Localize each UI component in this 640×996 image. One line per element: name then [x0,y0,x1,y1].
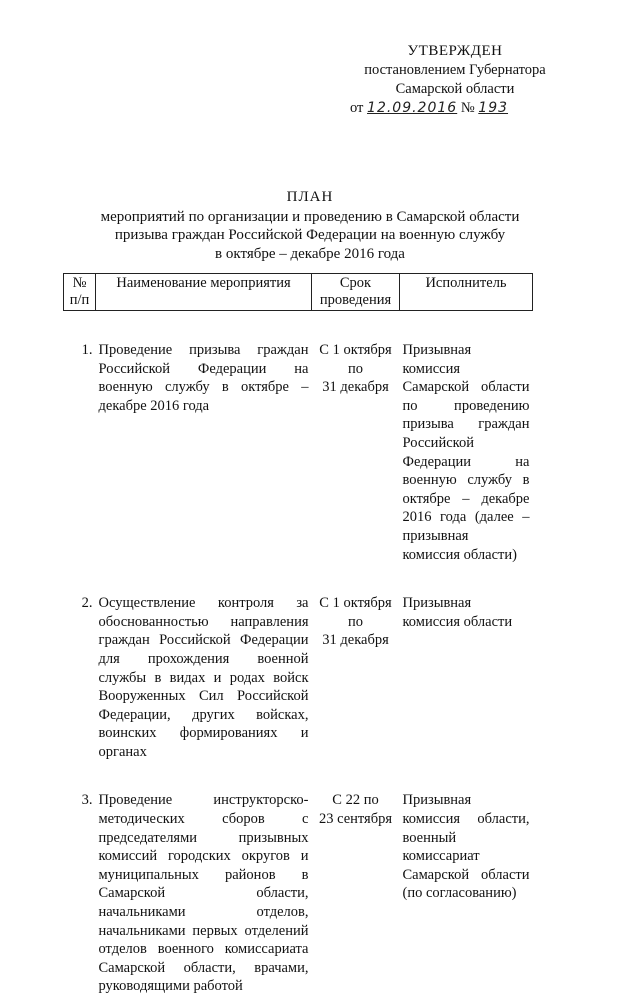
row-num: 2. [81,595,93,612]
plan-heading: ПЛАН [286,189,334,205]
row-name: Проведение призыва граждан Российской Федерации на военную службу в октябре – декабре 2016 года [98,342,309,414]
row-executor: Призывная комиссия области [402,595,513,630]
row-executor: Призывная комиссия области, военный комиссариат Самарской области (по согласованию) [402,792,530,902]
table-header-row [64,274,533,311]
row-name: Осуществление контроля за обоснованностью направления граждан Российской Федерации для прохождения военной службы в видах и родах войск Вооруженных Сил Российской Федерации, других войсках, воинских формированиях и органах [98,595,309,760]
row-term: С 1 октября по 31 декабря [319,595,392,649]
plan-subtitle-1: мероприятий по организации и проведению в Самарской области [100,208,520,225]
table-row [64,341,533,564]
row-executor: Призывная комиссия Самарской области по проведению призыва граждан Российской Федерации на военную службу в октябре – декабре 2016 года (далее – призывная комиссия области) [402,342,530,563]
row-term: С 22 по 23 сентября [318,792,393,828]
from-label: от [350,100,364,116]
row-name: Проведение инструкторско-методических сборов с председателями призывных комиссий городских округов и муниципальных районов в Самарской области, начальниками отделов, начальниками первых отделений отделов военного комиссариата Самарской области, врачами, руководящими работой [98,792,309,995]
plan-title [60,188,560,263]
approval-line-1: постановлением Губернатора [364,62,546,78]
plan-subtitle-3: в октябре – декабре 2016 года [215,245,405,262]
approval-date: 12.09.2016 [367,100,458,116]
table-row [64,594,533,761]
approval-stamp [350,42,555,118]
approval-heading: УТВЕРЖДЕН [407,43,503,59]
plan-table [63,273,533,996]
row-num: 1. [81,342,93,358]
row-num: 3. [81,792,93,809]
approval-number: 193 [478,100,509,116]
row-term: С 1 октября по 31 декабря [319,342,392,396]
number-label: № [460,100,475,116]
approval-date-number [350,99,555,118]
header-num: № п/п [64,274,96,311]
header-executor: Исполнитель [400,274,533,311]
plan-subtitle-2: призыва граждан Российской Федерации на военную службу [114,227,506,243]
table-row [64,791,533,996]
approval-line-2: Самарской области [395,81,515,97]
header-name: Наименование мероприятия [96,274,312,311]
header-term: Срок проведения [312,274,400,311]
